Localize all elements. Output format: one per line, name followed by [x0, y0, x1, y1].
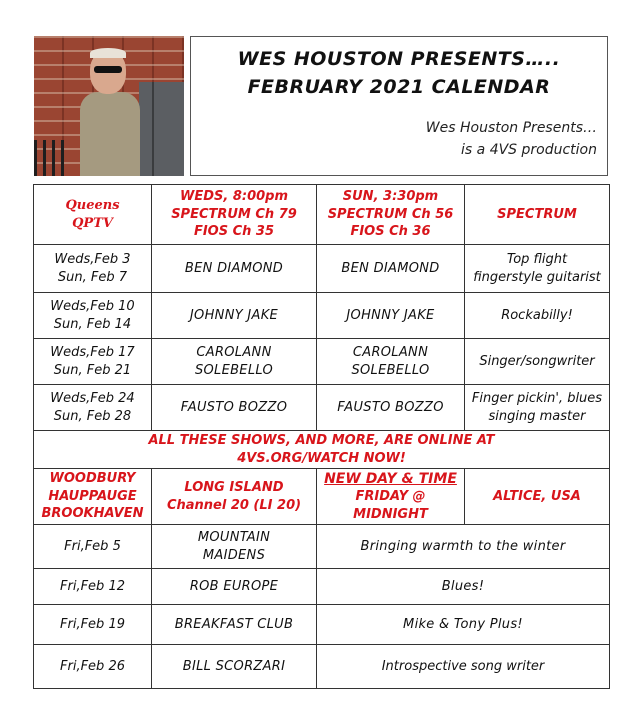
- sun-performer: [317, 293, 465, 339]
- performer-name: SOLEBELLO: [351, 362, 430, 378]
- description-line: Rockabilly!: [501, 307, 573, 323]
- weds-spectrum-channel: SPECTRUM Ch 79: [171, 206, 297, 222]
- performer-name: ROB EUROPE: [189, 578, 279, 594]
- header-title: WES HOUSTON PRESENTS…..: [237, 48, 561, 70]
- table-row: [34, 385, 610, 431]
- new-day-time-header: [317, 469, 465, 525]
- trench-coat: [80, 92, 140, 176]
- description-line: fingerstyle guitarist: [473, 269, 601, 285]
- performer-name: FAUSTO BOZZO: [180, 399, 288, 415]
- friday-description: Introspective song writer: [317, 645, 610, 689]
- performer-name: MAIDENS: [202, 547, 266, 563]
- performer-name: MOUNTAIN: [197, 529, 271, 545]
- header-subtitle: FEBRUARY 2021 CALENDAR: [247, 76, 551, 98]
- table-row: [34, 245, 610, 293]
- host-hair: [90, 48, 126, 58]
- performer-name: CAROLANN: [352, 344, 429, 360]
- weds-performer: [152, 339, 317, 385]
- sun-fios-channel: FIOS Ch 36: [350, 224, 431, 240]
- header-box: [190, 36, 608, 176]
- friday-date: Fri,Feb 26: [34, 645, 152, 689]
- new-day-time-label: NEW DAY & TIME: [324, 470, 457, 487]
- description-line: Singer/songwriter: [479, 353, 595, 369]
- host-photo: [34, 36, 184, 176]
- friday-date: Fri,Feb 5: [34, 525, 152, 569]
- weds-performer: [152, 245, 317, 293]
- description: [465, 293, 610, 339]
- weds-slot-header: [152, 185, 317, 245]
- calendar-table: [33, 184, 610, 689]
- performer-name: CAROLANN: [196, 344, 272, 360]
- production-credit-line2: is a 4VS production: [461, 142, 597, 158]
- sun-date: Sun, Feb 21: [53, 362, 132, 378]
- table-row: [34, 293, 610, 339]
- sun-time: SUN, 3:30pm: [342, 189, 439, 205]
- production-credit-line1: Wes Houston Presents…: [425, 120, 597, 136]
- friday-description: Bringing warmth to the winter: [317, 525, 610, 569]
- sun-spectrum-channel: SPECTRUM Ch 56: [327, 206, 454, 222]
- online-notice: [34, 431, 610, 469]
- sun-performer: [317, 245, 465, 293]
- online-notice-link: 4VS.ORG/WATCH NOW!: [237, 450, 406, 466]
- channel-number: Channel 20 (LI 20): [166, 497, 302, 513]
- sun-date: Sun, Feb 14: [53, 316, 132, 332]
- performer-name: BREAKFAST CLUB: [174, 616, 294, 632]
- sunglasses: [94, 66, 122, 73]
- dates-cell: [34, 385, 152, 431]
- channel-region: LONG ISLAND: [184, 479, 284, 495]
- performer-name: JOHNNY JAKE: [346, 307, 435, 323]
- table-row: [34, 569, 610, 605]
- sun-performer: [317, 385, 465, 431]
- friday-performer: [152, 605, 317, 645]
- friday-description: Mike & Tony Plus!: [317, 605, 610, 645]
- friday-performer: [152, 525, 317, 569]
- railing: [34, 140, 66, 176]
- performer-name: SOLEBELLO: [194, 362, 274, 378]
- sun-performer: [317, 339, 465, 385]
- performer-name: FAUSTO BOZZO: [337, 399, 444, 415]
- weds-fios-channel: FIOS Ch 35: [193, 224, 275, 240]
- table-row: [34, 525, 610, 569]
- online-notice-line1: ALL THESE SHOWS, AND MORE, ARE ONLINE AT: [148, 432, 495, 448]
- station-town: HAUPPAUGE: [48, 488, 137, 504]
- weds-date: Weds,Feb 24: [50, 390, 135, 406]
- dates-cell: [34, 339, 152, 385]
- description: [465, 245, 610, 293]
- friday-date: Fri,Feb 19: [34, 605, 152, 645]
- weds-performer: [152, 293, 317, 339]
- friday-description: Blues!: [317, 569, 610, 605]
- description-line: Finger pickin', blues: [471, 390, 603, 406]
- friday-midnight-label: FRIDAY @ MIDNIGHT: [353, 489, 428, 522]
- spectrum-header: SPECTRUM: [465, 185, 610, 245]
- friday-performer: [152, 569, 317, 605]
- station-town: WOODBURY: [49, 471, 136, 487]
- longisland-channel-header: [152, 469, 317, 525]
- door-panel-line: [152, 82, 154, 176]
- longisland-header-row: [34, 469, 610, 525]
- queens-station: [34, 185, 152, 245]
- table-row: [34, 605, 610, 645]
- description: [465, 339, 610, 385]
- door: [139, 82, 184, 176]
- dates-cell: [34, 245, 152, 293]
- weds-performer: [152, 385, 317, 431]
- performer-name: BEN DIAMOND: [184, 260, 284, 276]
- weds-date: Weds,Feb 10: [50, 298, 135, 314]
- sun-date: Sun, Feb 7: [57, 269, 128, 285]
- sun-date: Sun, Feb 28: [53, 408, 132, 424]
- queens-station-line2: QPTV: [72, 215, 113, 231]
- weds-time: WEDS, 8:00pm: [179, 189, 289, 205]
- sun-slot-header: [317, 185, 465, 245]
- friday-date: Fri,Feb 12: [34, 569, 152, 605]
- table-row: [34, 645, 610, 689]
- queens-station-line1: Queens: [65, 197, 120, 213]
- online-notice-row: [34, 431, 610, 469]
- queens-header-row: [34, 185, 610, 245]
- performer-name: JOHNNY JAKE: [189, 307, 279, 323]
- description: [465, 385, 610, 431]
- performer-name: BEN DIAMOND: [341, 260, 440, 276]
- table-row: [34, 339, 610, 385]
- friday-performer: [152, 645, 317, 689]
- altice-header: ALTICE, USA: [465, 469, 610, 525]
- description-line: singing master: [488, 408, 586, 424]
- longisland-station: [34, 469, 152, 525]
- performer-name: BILL SCORZARI: [182, 658, 286, 674]
- description-line: Top flight: [506, 251, 568, 267]
- weds-date: Weds,Feb 17: [50, 344, 135, 360]
- station-town: BROOKHAVEN: [41, 506, 144, 522]
- weds-date: Weds,Feb 3: [54, 251, 131, 267]
- dates-cell: [34, 293, 152, 339]
